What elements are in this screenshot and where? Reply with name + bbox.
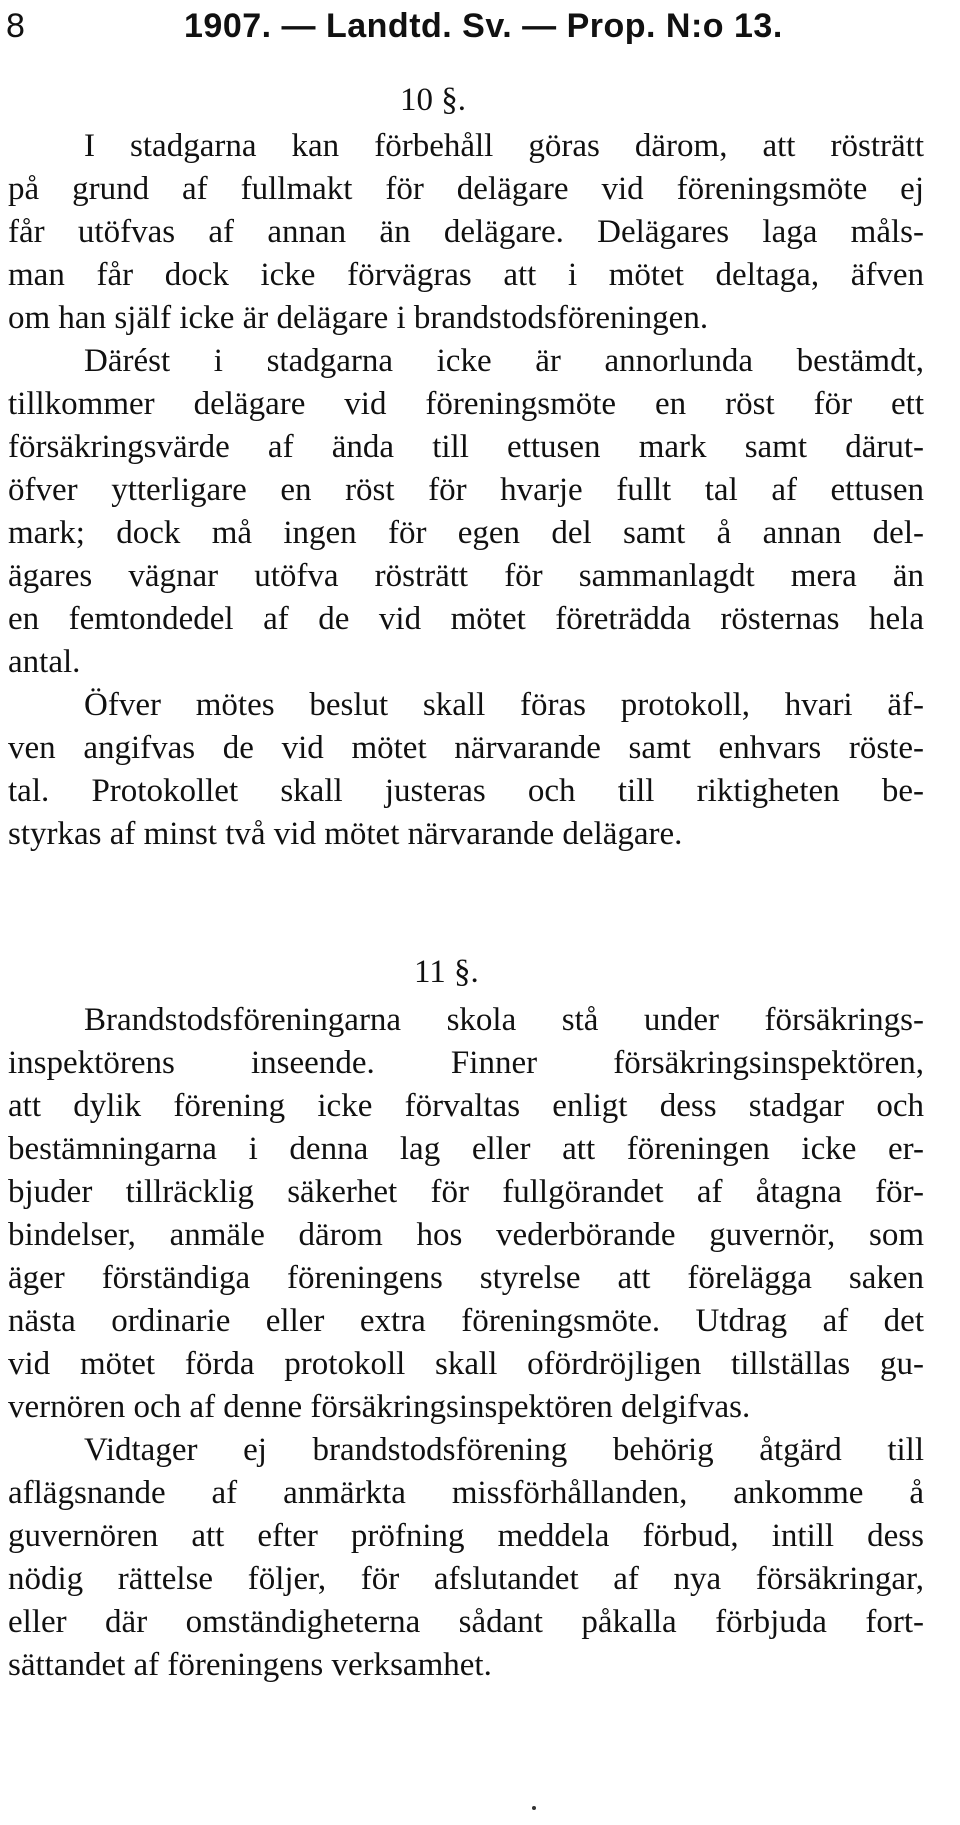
section-11-line: guvernören att efter pröfning meddela förbud, intill dess	[8, 1518, 924, 1554]
section-10-line: antal.	[8, 644, 81, 680]
section-10-line: styrkas af minst två vid mötet närvarande delägare.	[8, 816, 683, 852]
section-11-line: vid mötet förda protokoll skall ofördröjligen tillställas gu-	[8, 1346, 924, 1382]
section-11-line: sättandet af föreningens verksamhet.	[8, 1647, 492, 1683]
section-11-line: vernören och af denne försäkringsinspektören delgifvas.	[8, 1389, 751, 1425]
section-10-line: ven angifvas de vid mötet närvarande samt enhvars röste-	[8, 730, 924, 766]
section-11-line: Brandstodsföreningarna skola stå under försäkrings-	[84, 1002, 924, 1038]
section-11-line: att dylik förening icke förvaltas enligt dess stadgar och	[8, 1088, 924, 1124]
section-10-line: om han själf icke är delägare i brandstodsföreningen.	[8, 300, 709, 336]
section-11-number: 11 §.	[414, 954, 479, 990]
section-10-line: på grund af fullmakt för delägare vid föreningsmöte ej	[8, 171, 924, 207]
section-11-line: nästa ordinarie eller extra föreningsmöte. Utdrag af det	[8, 1303, 924, 1339]
section-11-line: bjuder tillräcklig säkerhet för fullgörandet af åtagna för-	[8, 1174, 924, 1210]
section-10-line: försäkringsvärde af ända till ettusen mark samt därut-	[8, 429, 924, 465]
page-number: 8	[6, 7, 25, 45]
section-10-line: öfver ytterligare en röst för hvarje fullt tal af ettusen	[8, 472, 924, 508]
section-10-line: I stadgarna kan förbehåll göras därom, att rösträtt	[84, 128, 924, 164]
section-11-line: bestämningarna i denna lag eller att föreningen icke er-	[8, 1131, 924, 1167]
section-11-line: Vidtager ej brandstodsförening behörig åtgärd till	[84, 1432, 924, 1468]
page-speck	[532, 1806, 536, 1810]
header-title: 1907. — Landtd. Sv. — Prop. N:o 13.	[184, 7, 783, 45]
section-10-line: tal. Protokollet skall justeras och till riktigheten be-	[8, 773, 924, 809]
section-11-line: nödig rättelse följer, för afslutandet af nya försäkringar,	[8, 1561, 924, 1597]
section-11-line: bindelser, anmäle därom hos vederbörande guvernör, som	[8, 1217, 924, 1253]
section-10-line: mark; dock må ingen för egen del samt å annan del-	[8, 515, 924, 551]
section-10-line: Öfver mötes beslut skall föras protokoll, hvari äf-	[84, 687, 924, 723]
section-11-line: aflägsnande af anmärkta missförhållanden, ankomme å	[8, 1475, 924, 1511]
section-11-line: inspektörens inseende. Finner försäkringsinspektören,	[8, 1045, 924, 1081]
section-10-number: 10 §.	[400, 82, 466, 118]
section-10-line: en femtondedel af de vid mötet företrädda rösternas hela	[8, 601, 924, 637]
section-11-line: äger förständiga föreningens styrelse att förelägga saken	[8, 1260, 924, 1296]
section-10-line: man får dock icke förvägras att i mötet deltaga, äfven	[8, 257, 924, 293]
section-10-line: tillkommer delägare vid föreningsmöte en röst för ett	[8, 386, 924, 422]
section-10-line: Därést i stadgarna icke är annorlunda bestämdt,	[84, 343, 924, 379]
section-11-line: eller där omständigheterna sådant påkalla förbjuda fort-	[8, 1604, 924, 1640]
running-head	[6, 4, 946, 54]
section-10-line: får utöfvas af annan än delägare. Delägares laga måls-	[8, 214, 924, 250]
section-10-line: ägares vägnar utöfva rösträtt för sammanlagdt mera än	[8, 558, 924, 594]
